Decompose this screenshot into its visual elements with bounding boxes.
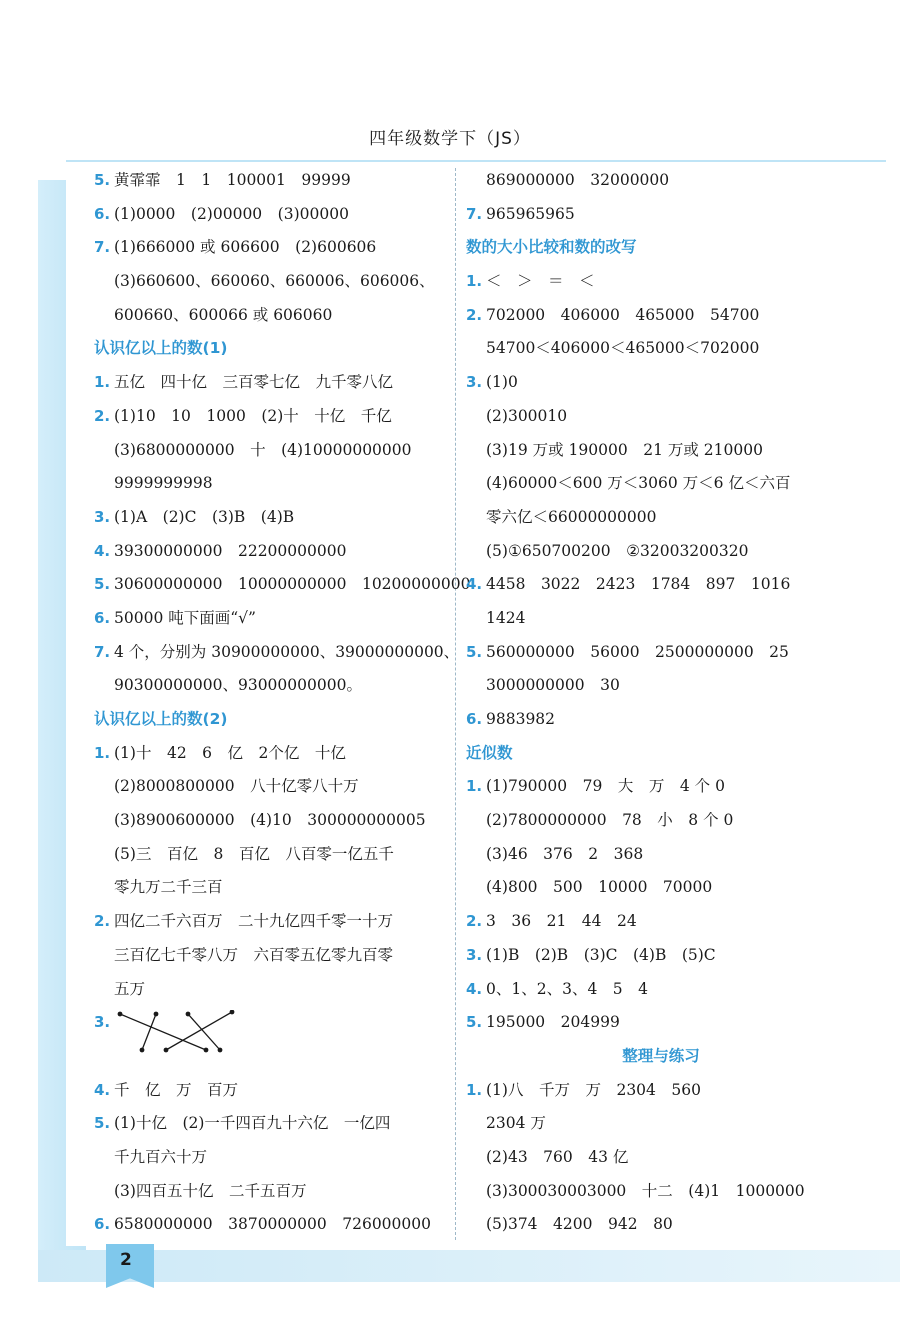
answer-line: [466, 1074, 826, 1108]
answer-line: [94, 1175, 454, 1209]
answer-line: [466, 467, 826, 501]
answer-line: [466, 973, 826, 1007]
question-number: 4.: [466, 575, 483, 594]
question-number: 7.: [94, 238, 111, 257]
question-number: 1.: [466, 272, 483, 291]
answer-line: [94, 939, 454, 973]
question-number: 2.: [94, 406, 111, 425]
answer-line: [466, 1006, 826, 1040]
question-number: 1.: [466, 1080, 483, 1099]
answer-line: [94, 265, 454, 299]
answer-text: ＜ ＞ ＝ ＜: [486, 272, 595, 291]
section-heading: 数的大小比较和数的改写: [466, 238, 637, 257]
answer-line: [466, 1141, 826, 1175]
answer-text: (4)800 500 10000 70000: [486, 878, 713, 897]
answer-line: [94, 1006, 454, 1040]
question-number: 1.: [94, 373, 111, 392]
answer-line: [94, 669, 454, 703]
question-number: 3.: [94, 1013, 111, 1032]
answer-line: [94, 838, 454, 872]
answer-text: 869000000 32000000: [486, 171, 670, 189]
question-number: 2.: [466, 305, 483, 324]
answer-line: [94, 1208, 454, 1242]
answer-text: (1)B (2)B (3)C (4)B (5)C: [486, 945, 716, 964]
answer-line: [466, 602, 826, 636]
answer-text: (1)0: [486, 373, 518, 392]
answer-line: [94, 737, 454, 771]
question-number: 6.: [94, 608, 111, 627]
answer-line: [94, 299, 454, 333]
answer-line: [94, 535, 454, 569]
question-number: 2.: [466, 912, 483, 931]
answer-text: 50000 吨下面画“√”: [114, 608, 256, 627]
question-number: 5.: [94, 575, 111, 594]
answer-line: [466, 871, 826, 905]
answer-line: [466, 1107, 826, 1141]
answer-text: 702000 406000 465000 54700: [486, 305, 760, 324]
answer-line: [466, 703, 826, 737]
answer-line: [466, 905, 826, 939]
right-answer-column: [466, 164, 826, 1242]
question-number: 7.: [94, 642, 111, 661]
answer-text: (2)300010: [486, 406, 568, 425]
answer-text: 90300000000、93000000000。: [114, 676, 362, 695]
answer-text: 黄霏霏 1 1 100001 99999: [114, 171, 351, 189]
answer-text: 9883982: [486, 710, 556, 728]
answer-line: [466, 636, 826, 670]
answer-line: [466, 434, 826, 468]
answer-text: 2304 万: [486, 1114, 546, 1133]
answer-line: [94, 804, 454, 838]
left-answer-column: [94, 164, 471, 1242]
answer-text: (5)①650700200 ②32003200320: [486, 541, 749, 560]
answer-line: [94, 770, 454, 804]
question-number: 1.: [94, 743, 111, 762]
question-number: 3.: [466, 373, 483, 392]
answer-text: 9999999998: [114, 474, 213, 493]
answer-line: [466, 770, 826, 804]
answer-line: [466, 838, 826, 872]
answer-text: (2)43 760 43 亿: [486, 1147, 629, 1166]
answer-text: 四亿二千六百万 二十九亿四千零一十万: [114, 912, 394, 931]
answer-line: [466, 669, 826, 703]
answer-text: (1)10 10 1000 (2)十 十亿 千亿: [114, 406, 392, 425]
answer-line: [466, 198, 826, 232]
answer-line: [466, 535, 826, 569]
answer-line: [94, 871, 454, 905]
answer-text: (1)790000 79 大 万 4 个 0: [486, 777, 725, 796]
section-heading: 认识亿以上的数(1): [94, 339, 228, 358]
answer-text: 195000 204999: [486, 1013, 620, 1032]
question-number: 3.: [466, 945, 483, 964]
column-divider: [455, 168, 456, 1240]
page-header-title: 四年级数学下（JS）: [369, 129, 531, 149]
answer-line: [466, 568, 826, 602]
answer-line: [94, 568, 471, 602]
answer-text: 30600000000 10000000000 10200000000: [114, 575, 471, 594]
answer-line: [94, 973, 454, 1007]
matching-dot: [118, 1012, 123, 1017]
question-number: 7.: [466, 204, 483, 223]
page-number: 2: [120, 1250, 132, 1270]
answer-text: (1)0000 (2)00000 (3)00000: [114, 204, 349, 223]
answer-line: [466, 265, 826, 299]
question-number: 1.: [466, 777, 483, 796]
answer-text: (3)四百五十亿 二千五百万: [114, 1181, 307, 1200]
answer-text: 零六亿＜66000000000: [486, 507, 657, 526]
question-number: 6.: [466, 710, 483, 728]
answer-text: 39300000000 22200000000: [114, 541, 347, 560]
answer-text: 千 亿 万 百万: [114, 1080, 239, 1099]
answer-text: 560000000 56000 2500000000 25: [486, 642, 789, 661]
answer-line: [94, 1107, 454, 1141]
answer-text: 4458 3022 2423 1784 897 1016: [486, 575, 791, 594]
answer-text: 零九万二千三百: [114, 878, 223, 897]
answer-line: [466, 939, 826, 973]
answer-text: 4 个，分别为 30900000000、39000000000、: [114, 642, 460, 661]
question-number: 2.: [94, 912, 111, 931]
answer-line: [466, 400, 826, 434]
matching-dot: [230, 1010, 235, 1014]
answer-line: [466, 332, 826, 366]
answer-line: [466, 501, 826, 535]
answer-line: [94, 1141, 454, 1175]
answer-line: [466, 1208, 826, 1242]
answer-line: [94, 1074, 454, 1108]
question-number: 4.: [94, 541, 111, 560]
answer-line: [94, 602, 454, 636]
answer-text: (3)6800000000 十 (4)10000000000: [114, 440, 412, 459]
question-number: 5.: [94, 1114, 111, 1133]
answer-text: 0、1、2、3、4 5 4: [486, 979, 649, 998]
answer-line: [466, 804, 826, 838]
answer-text: (2)8000800000 八十亿零八十万: [114, 777, 359, 796]
answer-text: (1)A (2)C (3)B (4)B: [114, 507, 295, 526]
answer-line: [94, 1040, 454, 1074]
answer-text: (5)374 4200 942 80: [486, 1215, 673, 1234]
answer-line: [94, 231, 454, 265]
answer-text: (5)三 百亿 8 百亿 八百零一亿五千: [114, 844, 394, 863]
answer-text: 3000000000 30: [486, 676, 620, 695]
question-number: 4.: [94, 1080, 111, 1099]
question-number: 6.: [94, 1215, 111, 1234]
answer-line: [94, 501, 454, 535]
answer-text: (3)660600、660060、660006、606006、: [114, 272, 435, 291]
matching-dot: [154, 1012, 159, 1017]
answer-text: (3)8900600000 (4)10 300000000005: [114, 811, 426, 830]
answer-text: 三百亿七千零八万 六百零五亿零九百零: [114, 945, 394, 964]
question-number: 4.: [466, 979, 483, 998]
answer-text: 600660、600066 或 606060: [114, 305, 333, 324]
section-heading: 整理与练习: [622, 1046, 700, 1065]
answer-text: (3)19 万或 190000 21 万或 210000: [486, 440, 763, 459]
answer-line: [94, 636, 460, 670]
answer-text: 千九百六十万: [114, 1147, 208, 1166]
answer-text: (2)7800000000 78 小 8 个 0: [486, 811, 734, 830]
answer-text: (1)十 42 6 亿 2个亿 十亿: [114, 743, 346, 762]
answer-line: [94, 434, 454, 468]
matching-dot: [186, 1012, 191, 1017]
question-number: 5.: [466, 1013, 483, 1032]
answer-line: [94, 467, 454, 501]
answer-text: (4)60000＜600 万＜3060 万＜6 亿＜六百: [486, 474, 791, 493]
answer-text: (1)666000 或 606600 (2)600606: [114, 238, 377, 257]
answer-line: [94, 164, 454, 198]
answer-line: [466, 366, 826, 400]
section-heading: 近似数: [466, 743, 513, 762]
answer-text: (3)46 376 2 368: [486, 844, 644, 863]
answer-text: 五亿 四十亿 三百零七亿 九千零八亿: [114, 373, 394, 392]
answer-line: [466, 1175, 826, 1209]
answer-text: 3 36 21 44 24: [486, 912, 637, 931]
answer-text: 54700＜406000＜465000＜702000: [486, 339, 760, 358]
answer-text: 965965965: [486, 204, 575, 223]
answer-text: (1)八 千万 万 2304 560: [486, 1080, 701, 1099]
question-number: 5.: [466, 642, 483, 661]
answer-line: [94, 366, 454, 400]
bottom-margin-band: [38, 1250, 900, 1282]
section-heading: 认识亿以上的数(2): [94, 710, 228, 728]
question-number: 6.: [94, 204, 111, 223]
answer-line: [94, 905, 454, 939]
answer-text: 五万: [114, 979, 146, 998]
answer-line: [466, 164, 826, 198]
question-number: 5.: [94, 171, 111, 189]
answer-line: [94, 198, 454, 232]
answer-text: 1424: [486, 608, 526, 627]
answer-text: 6580000000 3870000000 726000000: [114, 1215, 431, 1234]
answer-text: (1)十亿 (2)一千四百九十六亿 一亿四: [114, 1114, 391, 1133]
answer-text: (3)300030003000 十二 (4)1 1000000: [486, 1181, 805, 1200]
question-number: 3.: [94, 507, 111, 526]
answer-line: [466, 299, 826, 333]
answer-line: [94, 400, 454, 434]
